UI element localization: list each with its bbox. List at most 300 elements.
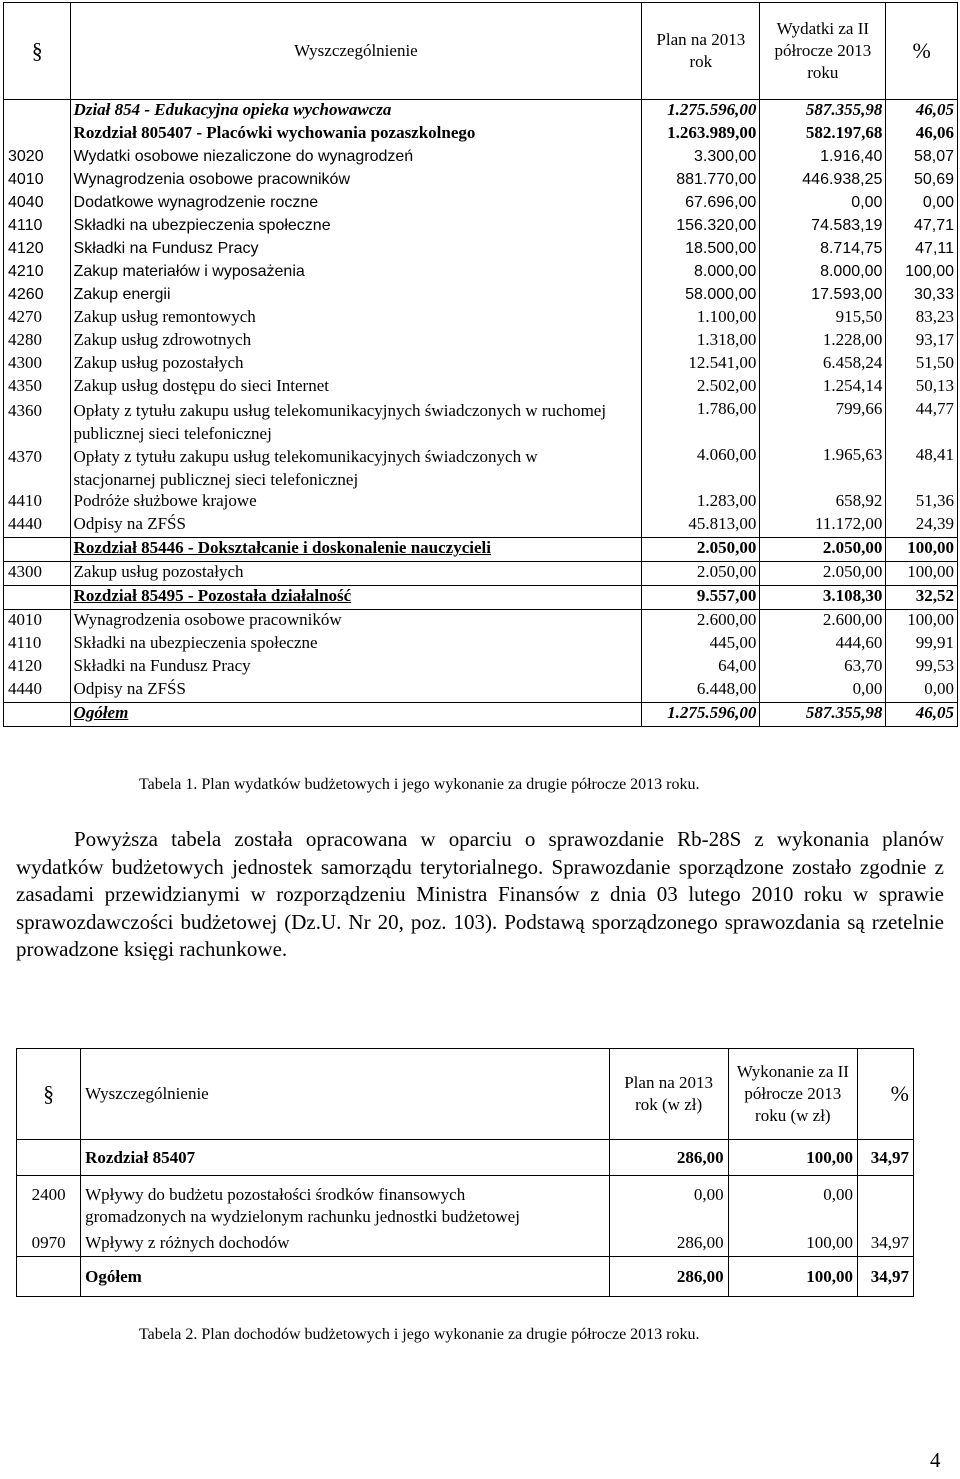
cell-paragraph	[4, 491, 71, 514]
cell-paragraph-text: 4300	[8, 353, 42, 372]
cell-name	[70, 562, 642, 586]
cell-paragraph	[4, 633, 71, 656]
table-row	[4, 376, 958, 399]
cell-name-text: Wynagrodzenia osobowe pracowników	[73, 171, 350, 188]
table-row	[4, 123, 958, 146]
cell-paragraph-text: 3020	[8, 148, 44, 165]
cell-expenses-text: 74.583,19	[811, 217, 883, 234]
cell-name	[70, 307, 642, 330]
cell-symbol	[17, 1257, 81, 1297]
cell-percent-text: 99,53	[915, 656, 954, 675]
cell-percent-text: 46,06	[915, 123, 954, 142]
cell-plan-text: 1.283,00	[696, 491, 757, 510]
cell-name	[70, 261, 642, 284]
cell-expenses	[760, 562, 886, 586]
cell-paragraph-text: 4360	[8, 401, 42, 420]
cell-name	[70, 445, 642, 491]
item-percent: 34,97	[870, 1233, 909, 1252]
cell-expenses	[760, 656, 886, 679]
item-plan: 286,00	[676, 1233, 724, 1252]
cell-plan-text: 18.500,00	[685, 240, 757, 257]
item-name: Wpływy z różnych dochodów	[85, 1233, 290, 1252]
table-row	[4, 261, 958, 284]
cell-paragraph	[4, 538, 71, 562]
cell-name	[70, 238, 642, 261]
cell-plan-text: 1.100,00	[696, 307, 757, 326]
cell-plan-text: 1.275.596,00	[667, 100, 757, 119]
cell-plan-text: 64,00	[718, 656, 757, 675]
header-plan: Plan na 2013 rok	[642, 3, 760, 100]
page-number: 4	[930, 1448, 941, 1472]
cell-expenses-text: 444,60	[835, 633, 883, 652]
cell-expenses	[760, 491, 886, 514]
cell-paragraph-text: 4440	[8, 514, 42, 533]
cell-plan	[642, 169, 760, 192]
table-row	[4, 146, 958, 169]
cell-percent: 34,97	[857, 1257, 913, 1297]
cell-percent	[886, 192, 958, 215]
cell-percent	[886, 538, 958, 562]
cell-plan-text: 156.320,00	[676, 217, 757, 234]
header2-name: Wyszczególnienie	[81, 1049, 609, 1140]
cell-paragraph	[4, 192, 71, 215]
table-row	[4, 399, 958, 445]
cell-plan	[642, 215, 760, 238]
cell-expenses	[760, 192, 886, 215]
header-symbol: §	[4, 3, 71, 100]
cell-plan-text: 1.318,00	[696, 330, 757, 349]
cell-expenses-text: 1.916,40	[820, 148, 883, 165]
cell-plan-text: 58.000,00	[685, 286, 757, 303]
cell-expenses-text: 446.938,25	[802, 171, 883, 188]
cell-name	[70, 100, 642, 124]
header2-symbol: §	[17, 1049, 81, 1140]
item-percent	[862, 1184, 909, 1206]
cell-paragraph	[4, 586, 71, 610]
cell-expenses	[760, 215, 886, 238]
cell-plan-text: 445,00	[709, 633, 757, 652]
cell-name	[70, 330, 642, 353]
cell-expenses-text: 17.593,00	[811, 286, 883, 303]
cell-name	[70, 610, 642, 634]
cell-plan	[642, 679, 760, 703]
cell-expenses	[760, 353, 886, 376]
cell-name-text: Zakup usług pozostałych	[73, 353, 244, 372]
cell-paragraph	[4, 215, 71, 238]
cell-name-text: Opłaty z tytułu zakupu usług telekomunikacyjnych świadczonych w stacjonarnej publicznej sieci telefonicznej	[73, 447, 538, 489]
cell-expenses	[760, 123, 886, 146]
table-row	[4, 633, 958, 656]
header-expenses: Wydatki za II półrocze 2013 roku	[760, 3, 886, 100]
cell-paragraph-text: 4350	[8, 376, 42, 395]
cell-paragraph	[4, 261, 71, 284]
table-row	[4, 307, 958, 330]
cell-paragraph	[4, 562, 71, 586]
cell-symbol	[17, 1176, 81, 1257]
cell-expenses	[760, 238, 886, 261]
cell-name-text: Wydatki osobowe niezaliczone do wynagrodzeń	[73, 148, 414, 165]
cell-percent	[886, 330, 958, 353]
cell-percent-text: 51,50	[915, 353, 954, 372]
income-table-header	[17, 1049, 914, 1140]
cell-expenses-text: 0,00	[851, 194, 883, 211]
cell-expenses-text: 63,70	[844, 656, 883, 675]
cell-expenses-text: 2.050,00	[822, 538, 883, 557]
item-plan: 0,00	[693, 1185, 724, 1204]
cell-percent	[886, 679, 958, 703]
cell-name-text: Zakup usług remontowych	[73, 307, 256, 326]
cell-name-text: Odpisy na ZFŚS	[73, 514, 186, 533]
cell-plan-text: 12.541,00	[688, 353, 757, 372]
cell-paragraph-text: 4110	[8, 633, 42, 652]
cell-name	[70, 376, 642, 399]
header2-execution: Wykonanie za II półrocze 2013 roku (w zł)	[728, 1049, 857, 1140]
cell-expenses-text: 2.050,00	[822, 562, 883, 581]
cell-percent	[886, 514, 958, 538]
cell-name	[70, 656, 642, 679]
cell-expenses	[760, 100, 886, 124]
table-row	[4, 703, 958, 727]
cell-percent	[886, 307, 958, 330]
cell-paragraph-text: 4210	[8, 263, 44, 280]
cell-plan-text: 1.786,00	[696, 399, 757, 418]
cell-percent	[886, 656, 958, 679]
cell-expenses	[760, 146, 886, 169]
cell-paragraph	[4, 679, 71, 703]
table-row	[4, 656, 958, 679]
cell-percent-text: 0,00	[924, 679, 954, 698]
cell-paragraph	[4, 284, 71, 307]
cell-percent-text: 47,11	[915, 240, 954, 257]
income-table	[16, 1048, 914, 1297]
income-items-row	[17, 1176, 914, 1257]
table-row	[4, 238, 958, 261]
item-symbol: 2400	[31, 1185, 66, 1204]
cell-paragraph-text: 4300	[8, 562, 42, 581]
cell-percent	[886, 399, 958, 445]
expenses-table	[3, 2, 958, 727]
cell-plan	[642, 238, 760, 261]
cell-name	[70, 123, 642, 146]
cell-name-text: Ogółem	[73, 703, 129, 722]
table1-caption: Tabela 1. Plan wydatków budżetowych i jego wykonanie za drugie półrocze 2013 roku.	[139, 776, 700, 793]
cell-plan	[642, 123, 760, 146]
cell-plan: 286,00	[609, 1140, 728, 1176]
cell-expenses	[760, 399, 886, 445]
cell-expenses	[760, 633, 886, 656]
cell-percent	[886, 586, 958, 610]
cell-plan	[642, 562, 760, 586]
cell-percent-text: 83,23	[915, 307, 954, 326]
cell-paragraph	[4, 330, 71, 353]
table-row	[4, 679, 958, 703]
table-row	[4, 353, 958, 376]
cell-plan	[642, 146, 760, 169]
cell-name-text: Składki na ubezpieczenia społeczne	[73, 633, 318, 652]
cell-percent-text: 100,00	[905, 263, 954, 280]
cell-percent	[886, 146, 958, 169]
cell-plan-text: 9.557,00	[696, 586, 757, 605]
cell-name	[70, 146, 642, 169]
cell-percent	[886, 376, 958, 399]
table-row	[4, 538, 958, 562]
cell-paragraph	[4, 399, 71, 445]
cell-expenses	[760, 514, 886, 538]
table-row	[4, 215, 958, 238]
cell-paragraph-text: 4040	[8, 194, 44, 211]
table-row	[4, 445, 958, 491]
cell-name	[81, 1176, 609, 1257]
cell-paragraph	[4, 123, 71, 146]
cell-percent-text: 32,52	[915, 586, 954, 605]
cell-plan	[642, 100, 760, 124]
cell-paragraph-text: 4110	[8, 217, 43, 234]
cell-name	[70, 192, 642, 215]
cell-plan-text: 4.060,00	[696, 445, 757, 464]
cell-paragraph	[4, 656, 71, 679]
cell-expenses	[760, 169, 886, 192]
cell-symbol	[17, 1140, 81, 1176]
cell-plan-text: 45.813,00	[688, 514, 757, 533]
cell-plan-text: 8.000,00	[694, 263, 757, 280]
cell-paragraph	[4, 376, 71, 399]
cell-plan	[642, 610, 760, 634]
cell-expenses-text: 658,92	[835, 491, 883, 510]
cell-name	[70, 169, 642, 192]
cell-expenses-text: 799,66	[835, 399, 883, 418]
cell-plan	[642, 353, 760, 376]
cell-name	[70, 633, 642, 656]
cell-execution: 100,00	[728, 1140, 857, 1176]
cell-percent	[886, 169, 958, 192]
cell-plan-text: 1.263.989,00	[667, 123, 757, 142]
cell-expenses-text: 6.458,24	[822, 353, 883, 372]
cell-percent	[886, 215, 958, 238]
cell-paragraph-text: 4120	[8, 240, 44, 257]
cell-expenses-text: 0,00	[852, 679, 883, 698]
cell-paragraph-text: 4010	[8, 610, 42, 629]
cell-plan-text: 2.600,00	[696, 610, 757, 629]
income-rozdzial-row	[17, 1140, 914, 1176]
cell-paragraph	[4, 353, 71, 376]
item-execution: 0,00	[823, 1185, 853, 1204]
cell-percent-text: 48,41	[915, 445, 954, 464]
table-row	[4, 284, 958, 307]
cell-percent	[886, 238, 958, 261]
cell-percent-text: 44,77	[915, 399, 954, 418]
cell-plan	[642, 703, 760, 727]
cell-percent-text: 51,36	[915, 491, 954, 510]
table-row	[4, 610, 958, 634]
cell-name	[70, 703, 642, 727]
cell-paragraph	[4, 238, 71, 261]
cell-expenses	[760, 445, 886, 491]
cell-percent-text: 58,07	[913, 148, 954, 165]
cell-execution	[728, 1176, 857, 1257]
cell-plan	[642, 330, 760, 353]
cell-expenses	[760, 586, 886, 610]
cell-plan-text: 6.448,00	[696, 679, 757, 698]
cell-plan: 286,00	[609, 1257, 728, 1297]
cell-paragraph-text: 4010	[8, 171, 44, 188]
cell-plan	[642, 284, 760, 307]
cell-expenses-text: 11.172,00	[814, 514, 883, 533]
cell-percent	[886, 100, 958, 124]
cell-paragraph-text: 4440	[8, 679, 42, 698]
cell-expenses	[760, 376, 886, 399]
income-total-row	[17, 1257, 914, 1297]
cell-expenses	[760, 679, 886, 703]
cell-expenses	[760, 538, 886, 562]
cell-percent	[886, 261, 958, 284]
cell-plan-text: 2.050,00	[696, 562, 757, 581]
expenses-table-header	[4, 3, 958, 100]
cell-percent-text: 100,00	[907, 610, 954, 629]
cell-percent	[886, 633, 958, 656]
cell-plan	[642, 491, 760, 514]
cell-paragraph	[4, 100, 71, 124]
cell-expenses	[760, 307, 886, 330]
cell-paragraph	[4, 146, 71, 169]
cell-plan	[609, 1176, 728, 1257]
cell-expenses-text: 587.355,98	[805, 100, 883, 119]
cell-name-text: Podróże służbowe krajowe	[73, 491, 257, 510]
cell-name	[70, 399, 642, 445]
cell-name-text: Zakup energii	[73, 286, 171, 303]
cell-name	[70, 679, 642, 703]
cell-expenses-text: 8.000,00	[820, 263, 883, 280]
cell-percent-text: 30,33	[913, 286, 954, 303]
cell-expenses-text: 2.600,00	[822, 610, 883, 629]
cell-plan-text: 1.275.596,00	[667, 703, 757, 722]
cell-expenses-text: 582.197,68	[805, 123, 883, 142]
cell-name	[70, 491, 642, 514]
header-name: Wyszczególnienie	[70, 3, 642, 100]
cell-name-text: Dział 854 - Edukacyjna opieka wychowawcza	[73, 100, 392, 119]
cell-paragraph-text: 4260	[8, 286, 44, 303]
cell-paragraph	[4, 514, 71, 538]
cell-percent-text: 46,05	[915, 100, 954, 119]
cell-execution: 100,00	[728, 1257, 857, 1297]
cell-percent-text: 93,17	[915, 330, 954, 349]
cell-name	[70, 353, 642, 376]
cell-name-text: Wynagrodzenia osobowe pracowników	[73, 610, 342, 629]
cell-name-text: Opłaty z tytułu zakupu usług telekomunikacyjnych świadczonych w ruchomej publicznej sieci telefonicznej	[73, 401, 607, 443]
cell-percent	[886, 491, 958, 514]
cell-expenses-text: 8.714,75	[820, 240, 883, 257]
cell-paragraph	[4, 445, 71, 491]
item-name: Wpływy do budżetu pozostałości środków finansowych gromadzonych na wydzielonym rachunku jednostki budżetowej	[85, 1185, 520, 1226]
cell-expenses	[760, 330, 886, 353]
cell-percent-text: 50,13	[915, 376, 954, 395]
cell-percent	[857, 1176, 913, 1257]
cell-name-text: Zakup materiałów i wyposażenia	[73, 263, 305, 280]
cell-name-text: Odpisy na ZFŚS	[73, 679, 186, 698]
cell-name-text: Zakup usług pozostałych	[73, 562, 244, 581]
cell-name	[70, 514, 642, 538]
cell-name	[70, 284, 642, 307]
cell-plan	[642, 586, 760, 610]
cell-plan-text: 67.696,00	[685, 194, 757, 211]
cell-plan	[642, 307, 760, 330]
table2-caption: Tabela 2. Plan dochodów budżetowych i jego wykonanie za drugie półrocze 2013 roku.	[139, 1326, 700, 1343]
table-row	[4, 514, 958, 538]
table-row	[4, 562, 958, 586]
cell-percent	[886, 353, 958, 376]
cell-paragraph	[4, 703, 71, 727]
cell-plan	[642, 261, 760, 284]
cell-percent-text: 46,05	[915, 703, 954, 722]
table-row	[4, 100, 958, 124]
cell-plan-text: 3.300,00	[694, 148, 757, 165]
cell-percent	[886, 703, 958, 727]
cell-paragraph	[4, 169, 71, 192]
header2-plan: Plan na 2013 rok (w zł)	[609, 1049, 728, 1140]
item-symbol: 0970	[31, 1233, 66, 1252]
expenses-table-body	[4, 3, 958, 727]
cell-paragraph-text: 4410	[8, 491, 42, 510]
cell-name	[70, 538, 642, 562]
cell-name-text: Składki na ubezpieczenia społeczne	[73, 217, 331, 234]
cell-percent	[886, 123, 958, 146]
table-row	[4, 491, 958, 514]
cell-percent	[886, 284, 958, 307]
table-row	[4, 192, 958, 215]
cell-plan-text: 2.502,00	[696, 376, 757, 395]
cell-name-text: Rozdział 85446 - Dokształcanie i doskonalenie nauczycieli	[73, 538, 491, 557]
cell-name-text: Dodatkowe wynagrodzenie roczne	[73, 194, 319, 211]
cell-name-text: Rozdział 805407 - Placówki wychowania pozaszkolnego	[73, 123, 476, 142]
cell-percent	[886, 445, 958, 491]
cell-expenses-text: 1.965,63	[822, 445, 883, 464]
header2-percent: %	[857, 1049, 913, 1140]
cell-name: Rozdział 85407	[81, 1140, 609, 1176]
cell-expenses-text: 1.228,00	[822, 330, 883, 349]
cell-percent-text: 50,69	[913, 171, 954, 188]
cell-name-text: Składki na Fundusz Pracy	[73, 240, 259, 257]
cell-percent	[886, 610, 958, 634]
cell-paragraph-text: 4370	[8, 447, 42, 466]
cell-expenses-text: 587.355,98	[805, 703, 883, 722]
cell-percent-text: 99,91	[915, 633, 954, 652]
cell-percent-text: 100,00	[907, 562, 954, 581]
header-percent: %	[886, 3, 958, 100]
cell-percent-text: 47,71	[913, 217, 954, 234]
cell-percent-text: 24,39	[915, 514, 954, 533]
cell-plan-text: 881.770,00	[676, 171, 757, 188]
cell-percent-text: 0,00	[922, 194, 954, 211]
cell-expenses	[760, 610, 886, 634]
item-execution: 100,00	[806, 1233, 853, 1252]
cell-name-text: Zakup usług zdrowotnych	[73, 330, 252, 349]
cell-percent-text: 100,00	[907, 538, 954, 557]
cell-expenses-text: 3.108,30	[822, 586, 883, 605]
cell-paragraph	[4, 307, 71, 330]
table-row	[4, 330, 958, 353]
cell-plan	[642, 633, 760, 656]
cell-paragraph-text: 4120	[8, 656, 42, 675]
cell-plan	[642, 376, 760, 399]
cell-expenses-text: 915,50	[835, 307, 883, 326]
cell-expenses	[760, 284, 886, 307]
cell-name-text: Składki na Fundusz Pracy	[73, 656, 251, 675]
cell-name-text: Rozdział 85495 - Pozostała działalność	[73, 586, 352, 605]
cell-name: Ogółem	[81, 1257, 609, 1297]
cell-name	[70, 586, 642, 610]
cell-expenses	[760, 261, 886, 284]
table-row	[4, 586, 958, 610]
cell-percent	[886, 562, 958, 586]
